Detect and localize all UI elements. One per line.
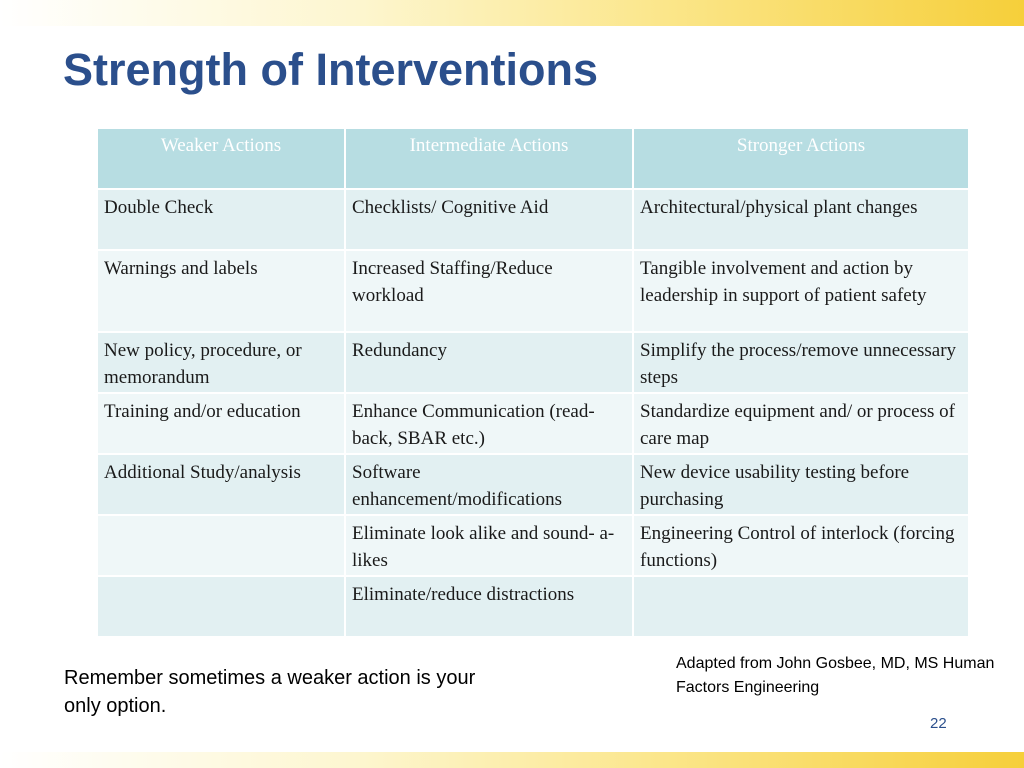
cell-intermediate: Increased Staffing/Reduce workload [345,250,633,332]
cell-stronger: Tangible involvement and action by leadership in support of patient safety [633,250,969,332]
cell-stronger [633,576,969,637]
cell-weaker [97,515,345,576]
table-row [97,332,969,393]
cell-intermediate: Redundancy [345,332,633,393]
attribution-note: Adapted from John Gosbee, MD, MS Human Factors Engineering [676,655,995,696]
cell-weaker [97,576,345,637]
bottom-decorative-band [0,752,1024,768]
cell-stronger: Simplify the process/remove unnecessary steps [633,332,969,393]
top-decorative-band [0,0,1024,26]
table-row [97,576,969,637]
table-row [97,454,969,515]
cell-intermediate: Checklists/ Cognitive Aid [345,189,633,250]
header-weaker-actions: Weaker Actions [97,128,345,189]
cell-stronger: New device usability testing before purchasing [633,454,969,515]
table-row [97,515,969,576]
cell-weaker: Additional Study/analysis [97,454,345,515]
cell-intermediate: Software enhancement/modifications [345,454,633,515]
table-row [97,250,969,332]
slide-number: 22 [930,715,947,732]
cell-stronger: Engineering Control of interlock (forcing functions) [633,515,969,576]
cell-weaker: Training and/or education [97,393,345,454]
header-intermediate-actions: Intermediate Actions [345,128,633,189]
table-row [97,393,969,454]
cell-stronger: Standardize equipment and/ or process of care map [633,393,969,454]
cell-intermediate: Enhance Communication (read-back, SBAR etc.) [345,393,633,454]
table-row [97,189,969,250]
cell-intermediate: Eliminate look alike and sound- a-likes [345,515,633,576]
header-stronger-actions: Stronger Actions [633,128,969,189]
cell-weaker: Warnings and labels [97,250,345,332]
cell-weaker: Double Check [97,189,345,250]
cell-stronger: Architectural/physical plant changes [633,189,969,250]
cell-intermediate: Eliminate/reduce distractions [345,576,633,637]
interventions-table [96,127,970,638]
table-header-row [97,128,969,189]
slide-title: Strength of Interventions [63,44,599,95]
cell-weaker: New policy, procedure, or memorandum [97,332,345,393]
weaker-action-note: Remember sometimes a weaker action is your only option. [64,667,476,717]
